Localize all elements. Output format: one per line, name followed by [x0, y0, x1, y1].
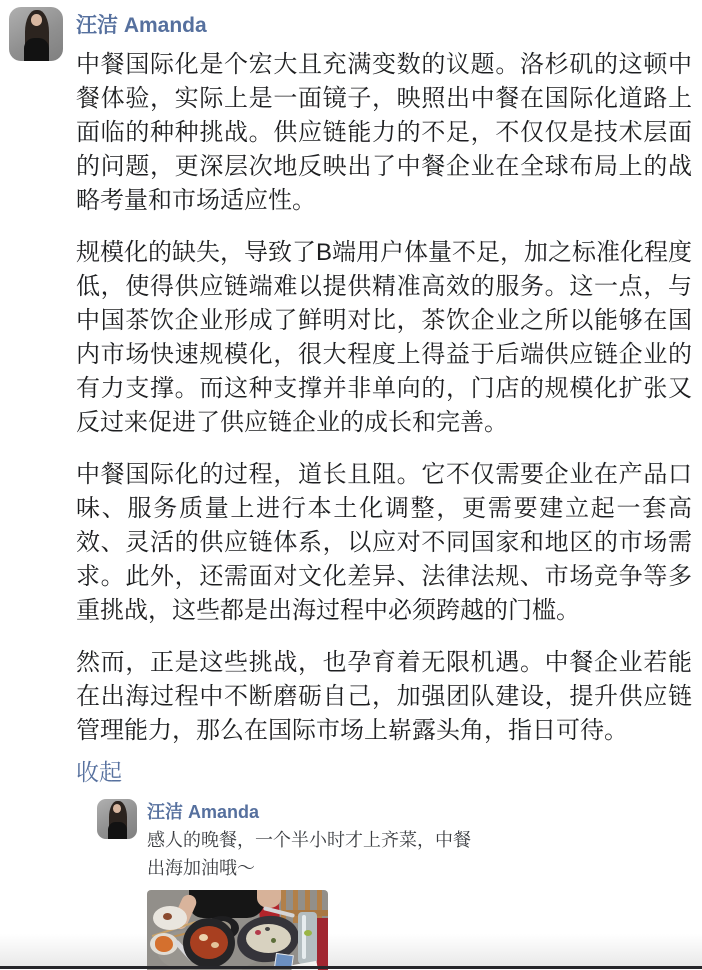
collapse-link[interactable]: 收起 — [76, 759, 122, 785]
author-name[interactable]: 汪洁 Amanda — [76, 14, 207, 37]
avatar-body — [24, 38, 50, 61]
post-paragraph: 规模化的缺失，导致了B端用户体量不足，加之标准化程度低，使得供应链端难以提供精准高效的服务。这一点，与中国茶饮企业形成了鲜明对比，茶饮企业之所以能够在国内市场快速规模化，很大程度上得益于后端供应链企业的有力支撑。而这种支撑并非单向的，门店的规模化扩张又反过来促进了供应链企业的成长和完善。 — [76, 239, 693, 436]
photo-water-glass — [298, 912, 317, 964]
post-content — [76, 7, 692, 970]
photo-rice-bit — [255, 930, 261, 935]
photo-stew — [190, 926, 228, 959]
photo-person-torso — [189, 890, 265, 918]
author-avatar[interactable] — [9, 7, 63, 61]
photo-rice-bit — [271, 938, 276, 943]
quoted-photo[interactable] — [147, 890, 328, 970]
photo-tofu — [211, 942, 219, 948]
quoted-caption: 感人的晚餐，一个半小时才上齐菜，中餐出海加油哦～ — [147, 830, 471, 878]
quoted-author-name[interactable]: 汪洁 Amanda — [147, 802, 260, 822]
photo-dish-food — [163, 913, 172, 920]
photo-lime — [304, 930, 312, 936]
quoted-post — [97, 799, 692, 970]
post-body — [76, 48, 692, 748]
post-paragraph: 中餐国际化是个宏大且充满变数的议题。洛杉矶的这顿中餐体验，实际上是一面镜子，映照出中餐在国际化道路上面临的种种挑战。供应链能力的不足，不仅仅是技术层面的问题，更深层次地反映出了中餐企业在全球布局上的战略考量和市场适应性。 — [76, 51, 692, 214]
post-paragraph: 然而，正是这些挑战，也孕育着无限机遇。中餐企业若能在出海过程中不断磨砺自己，加强团队建设，提升供应链管理能力，那么在国际市场上崭露头角，指日可待。 — [76, 649, 692, 744]
photo-rice-bit — [265, 927, 270, 931]
photo-kimchi — [155, 936, 173, 952]
photo-glass-highlight — [302, 915, 306, 959]
photo-tofu — [199, 934, 208, 941]
post-paragraph: 中餐国际化的过程，道长且阻。它不仅需要企业在产品口味、服务质量上进行本土化调整，更需要建立起一套高效、灵活的供应链体系，以应对不同国家和地区的市场需求。此外，还需面对文化差异、法律法规、市场竞争等多重挑战，这些都是出海过程中必须跨越的门槛。 — [76, 461, 692, 624]
quoted-content — [147, 799, 479, 970]
avatar-face — [31, 14, 42, 26]
window-bottom-edge — [0, 966, 702, 969]
avatar-body — [108, 822, 127, 839]
quoted-author-avatar[interactable] — [97, 799, 137, 839]
